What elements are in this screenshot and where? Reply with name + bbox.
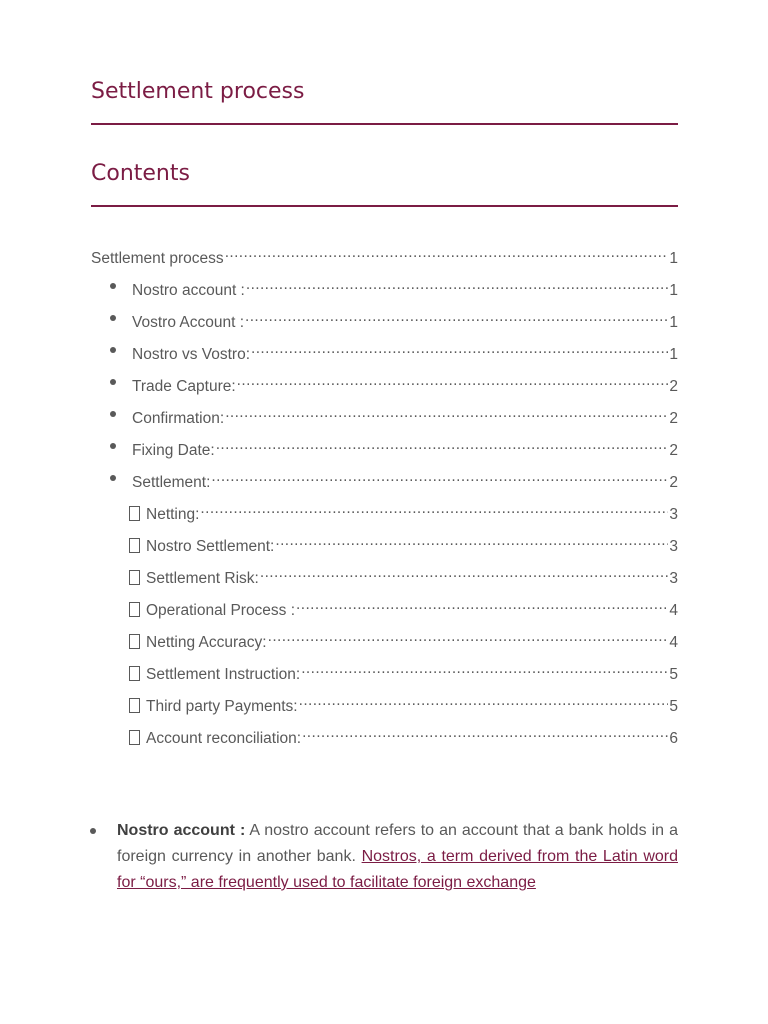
toc-entry-label: Third party Payments: xyxy=(146,698,298,715)
nostro-account-paragraph xyxy=(117,818,678,896)
bullet-icon xyxy=(90,828,96,834)
nostro-account-term: Nostro account : xyxy=(117,822,246,839)
toc-entry[interactable] xyxy=(132,339,678,363)
toc-page-number: 1 xyxy=(669,314,678,331)
bullet-icon xyxy=(110,315,116,321)
toc-entry[interactable] xyxy=(129,531,678,555)
toc-dot-leader xyxy=(216,435,669,455)
toc-page-number: 6 xyxy=(669,730,678,747)
toc-page-number: 5 xyxy=(669,666,678,683)
square-bullet-icon xyxy=(129,666,140,681)
toc-entry-label: Nostro Settlement: xyxy=(146,538,275,555)
bullet-icon xyxy=(110,283,116,289)
toc-entry[interactable] xyxy=(129,595,678,619)
toc-page-number: 4 xyxy=(669,634,678,651)
square-bullet-icon xyxy=(129,730,140,745)
toc-entry[interactable] xyxy=(132,403,678,427)
toc-dot-leader xyxy=(296,595,668,615)
toc-dot-leader xyxy=(237,371,669,391)
toc-entry[interactable] xyxy=(129,691,678,715)
contents-heading: Contents xyxy=(91,161,190,186)
toc-entry[interactable] xyxy=(129,627,678,651)
toc-entry[interactable] xyxy=(132,371,678,395)
toc-entry[interactable] xyxy=(132,435,678,459)
toc-entry-label: Trade Capture: xyxy=(132,378,236,395)
toc-dot-leader xyxy=(225,243,669,263)
bullet-icon xyxy=(110,475,116,481)
toc-dot-leader xyxy=(260,563,669,583)
bullet-icon xyxy=(110,443,116,449)
square-bullet-icon xyxy=(129,538,140,553)
toc-entry[interactable] xyxy=(129,723,678,747)
bullet-icon xyxy=(110,411,116,417)
bullet-icon xyxy=(110,379,116,385)
toc-entry-label: Settlement Instruction: xyxy=(146,666,301,683)
square-bullet-icon xyxy=(129,602,140,617)
toc-dot-leader xyxy=(246,275,669,295)
toc-entry[interactable] xyxy=(132,307,678,331)
contents-divider xyxy=(91,205,678,207)
toc-entry[interactable] xyxy=(132,467,678,491)
toc-entry-label: Settlement process xyxy=(91,250,224,267)
document-title: Settlement process xyxy=(91,79,305,104)
toc-entry[interactable] xyxy=(129,499,678,523)
toc-entry-label: Settlement Risk: xyxy=(146,570,259,587)
toc-dot-leader xyxy=(211,467,668,487)
square-bullet-icon xyxy=(129,634,140,649)
toc-dot-leader xyxy=(200,499,668,519)
square-bullet-icon xyxy=(129,506,140,521)
toc-dot-leader xyxy=(268,627,669,647)
toc-entry-label: Nostro vs Vostro: xyxy=(132,346,251,363)
toc-dot-leader xyxy=(301,659,668,679)
toc-entry-label: Nostro account : xyxy=(132,282,245,299)
toc-entry[interactable] xyxy=(91,243,678,267)
toc-entry-label: Settlement: xyxy=(132,474,211,491)
toc-entry-label: Confirmation: xyxy=(132,410,225,427)
toc-page-number: 2 xyxy=(669,378,678,395)
toc-page-number: 3 xyxy=(669,570,678,587)
toc-entry[interactable] xyxy=(129,563,678,587)
toc-page-number: 3 xyxy=(669,506,678,523)
title-divider xyxy=(91,123,678,125)
toc-page-number: 1 xyxy=(669,282,678,299)
toc-page-number: 2 xyxy=(669,442,678,459)
toc-entry[interactable] xyxy=(132,275,678,299)
toc-dot-leader xyxy=(245,307,668,327)
toc-entry-label: Account reconciliation: xyxy=(146,730,302,747)
toc-page-number: 2 xyxy=(669,410,678,427)
toc-page-number: 1 xyxy=(669,346,678,363)
nostros-definition-link[interactable]: Nostros, a term derived from the Latin word for “ours,” are frequently used to facilitate foreign exchange xyxy=(117,848,678,891)
toc-dot-leader xyxy=(302,723,668,743)
bullet-icon xyxy=(110,347,116,353)
nostro-account-text: A nostro account refers to an account that a bank holds in a foreign currency in another bank. xyxy=(117,822,678,865)
toc-page-number: 5 xyxy=(669,698,678,715)
toc-entry[interactable] xyxy=(129,659,678,683)
toc-page-number: 3 xyxy=(669,538,678,555)
square-bullet-icon xyxy=(129,698,140,713)
toc-entry-label: Netting Accuracy: xyxy=(146,634,267,651)
toc-entry-label: Operational Process : xyxy=(146,602,296,619)
toc-entry-label: Fixing Date: xyxy=(132,442,215,459)
square-bullet-icon xyxy=(129,570,140,585)
toc-page-number: 4 xyxy=(669,602,678,619)
toc-dot-leader xyxy=(225,403,668,423)
toc-entry-label: Netting: xyxy=(146,506,200,523)
toc-page-number: 2 xyxy=(669,474,678,491)
toc-dot-leader xyxy=(275,531,668,551)
toc-dot-leader xyxy=(299,691,669,711)
toc-entry-label: Vostro Account : xyxy=(132,314,245,331)
toc-dot-leader xyxy=(251,339,668,359)
toc-page-number: 1 xyxy=(669,250,678,267)
